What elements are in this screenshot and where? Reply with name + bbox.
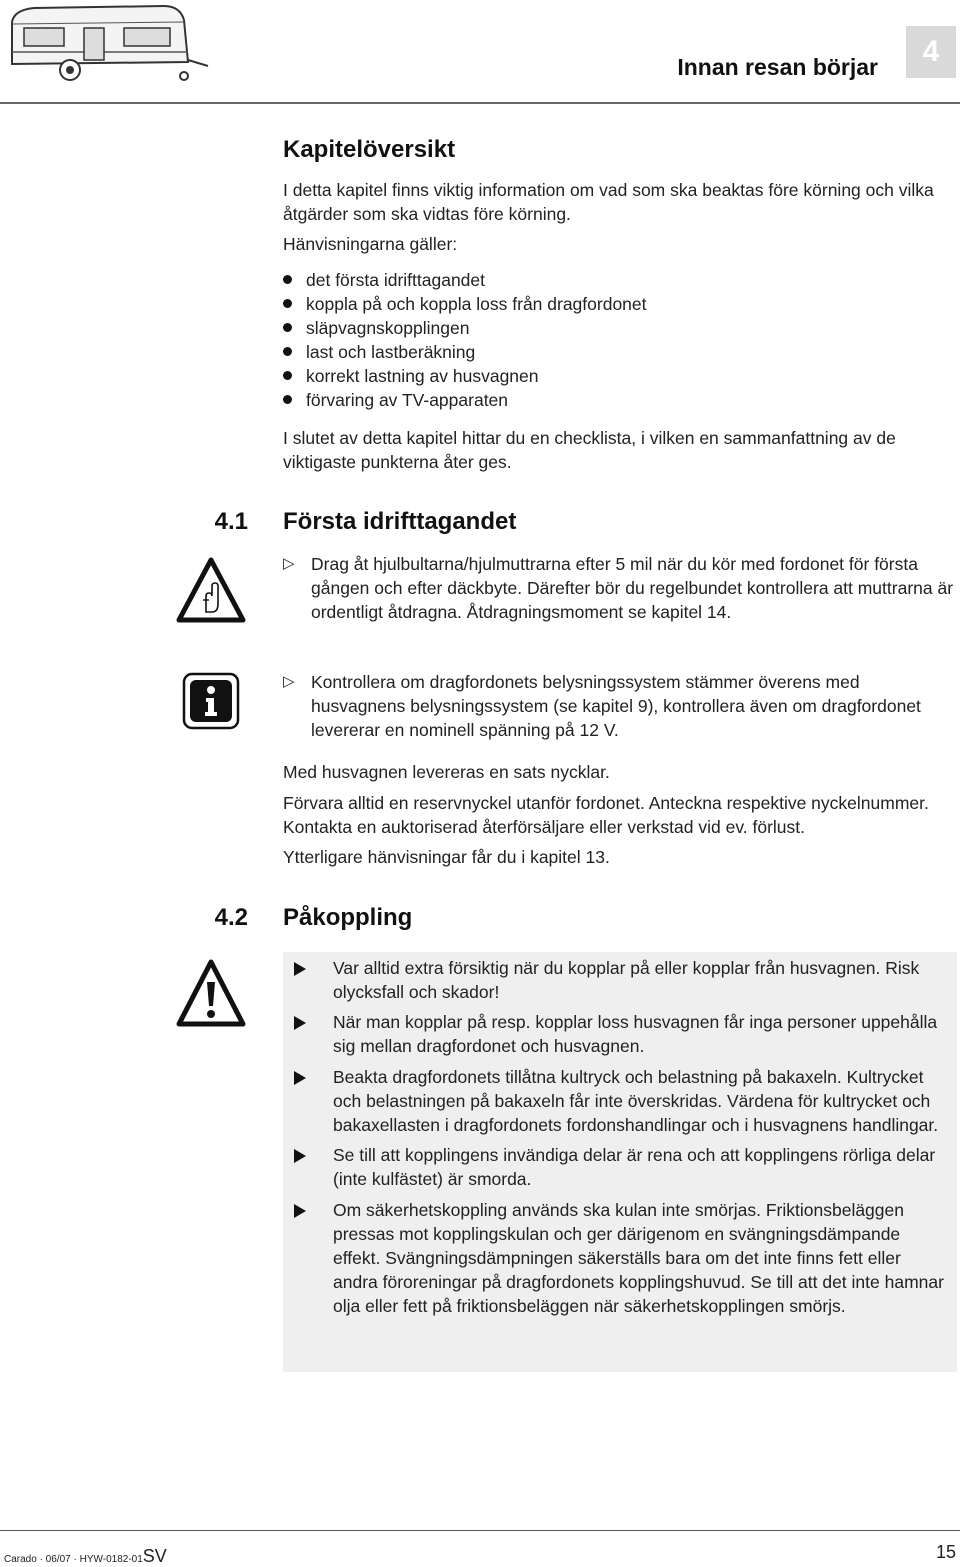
references-list (283, 268, 957, 412)
overview-heading: Kapitelöversikt (283, 136, 456, 163)
section-title: Första idrifttagandet (283, 508, 517, 535)
bullet-icon (283, 371, 292, 380)
bullet-icon (283, 395, 292, 404)
list-item: last och lastberäkning (283, 340, 957, 364)
arrow-bullet-icon (294, 1149, 306, 1163)
paragraph: Förvara alltid en reservnyckel utanför fordonet. Anteckna respektive nyckelnummer. Kontakta en auktoriserad återförsäljare eller verkstad vid ev. förlust. (283, 793, 929, 837)
section-number: 4.2 (214, 904, 248, 931)
arrow-bullet-icon (294, 1071, 306, 1085)
footer-divider (0, 1530, 960, 1531)
warning-item: Var alltid extra försiktig när du kopplar på eller kopplar från husvagnen. Risk olycksfall och skador! (294, 956, 946, 1004)
section-title: Påkoppling (283, 904, 413, 931)
list-item: förvaring av TV-apparaten (283, 388, 957, 412)
arrow-bullet-icon (294, 1016, 306, 1030)
chapter-number-badge: 4 (906, 26, 956, 78)
header-divider (0, 102, 960, 104)
arrow-bullet-icon (294, 1204, 306, 1218)
bullet-icon (283, 275, 292, 284)
warning-item: När man kopplar på resp. kopplar loss husvagnen får inga personer uppehålla sig mellan dragfordonet och husvagnen. (294, 1010, 946, 1058)
arrow-bullet-icon (294, 962, 306, 976)
warning-item: Se till att kopplingens invändiga delar är rena och att kopplingens rörliga delar (inte kulfästet) är smorda. (294, 1143, 946, 1191)
section-number: 4.1 (214, 508, 248, 535)
overview-intro: I detta kapitel finns viktig information om vad som ska beaktas före körning och vilka åtgärder som ska vidtas före körning. (283, 180, 934, 224)
hand-warning-triangle-icon (176, 556, 246, 624)
warning-item: Beakta dragfordonets tillåtna kultryck och belastning på bakaxeln. Kultrycket och belastningen på bakaxeln får inte överskridas. Värdena för kultrycket och bakaxellasten i dragfordonets fordonshandlingar och i husvagnens handlingar. (294, 1065, 946, 1137)
paragraph: Med husvagnen levereras en sats nycklar. (283, 762, 610, 782)
triangle-bullet-icon: ▷ (283, 555, 295, 572)
exclamation-warning-triangle-icon (176, 958, 246, 1028)
page-header-title: Innan resan börjar (677, 54, 878, 80)
bullet-icon (283, 347, 292, 356)
paragraph: Ytterligare hänvisningar får du i kapitel 13. (283, 847, 610, 867)
page-number: 15 (935, 1542, 956, 1562)
caravan-illustration-icon (4, 2, 212, 86)
bullet-icon (283, 323, 292, 332)
footer-document-code: Carado · 06/07 · HYW-0182-01SV (4, 1546, 167, 1566)
references-label: Hänvisningarna gäller: (283, 234, 458, 254)
bullet-icon (283, 299, 292, 308)
list-item: korrekt lastning av husvagnen (283, 364, 957, 388)
caution-item: ▷ Drag åt hjulbultarna/hjulmuttrarna efter 5 mil när du kör med fordonet för första gången och efter däckbyte. Därefter bör du regelbundet kontrollera att muttrarna är ordentligt åtdragna. Åtdragningsmoment se kapitel 14. (283, 554, 954, 622)
footer-language: SV (142, 1546, 167, 1566)
overview-closing: I slutet av detta kapitel hittar du en checklista, i vilken en sammanfattning av de viktigaste punkterna åter ges. (283, 428, 896, 472)
warning-item: Om säkerhetskoppling används ska kulan inte smörjas. Friktionsbeläggen pressas mot kopplingskulan och ger därigenom en svängningsdämpande effekt. Svängningsdämpningen säkerställs bara om det inte finns fett eller andra föroreningar på dragfordonets kopplingshuvud. Se till att det inte hamnar olja eller fett på friktionsbeläggen när säkerhetskopplingen smörjs. (294, 1198, 946, 1318)
list-item: släpvagnskopplingen (283, 316, 957, 340)
warning-list (294, 956, 946, 1318)
info-icon (182, 672, 240, 730)
triangle-bullet-icon: ▷ (283, 673, 295, 690)
info-item: ▷ Kontrollera om dragfordonets belysningssystem stämmer överens med husvagnens belysningssystem (se kapitel 9), kontrollera även om dragfordonet levererar en nominell spänning på 12 V. (283, 672, 921, 740)
list-item: det första idrifttagandet (283, 268, 957, 292)
list-item: koppla på och koppla loss från dragfordonet (283, 292, 957, 316)
